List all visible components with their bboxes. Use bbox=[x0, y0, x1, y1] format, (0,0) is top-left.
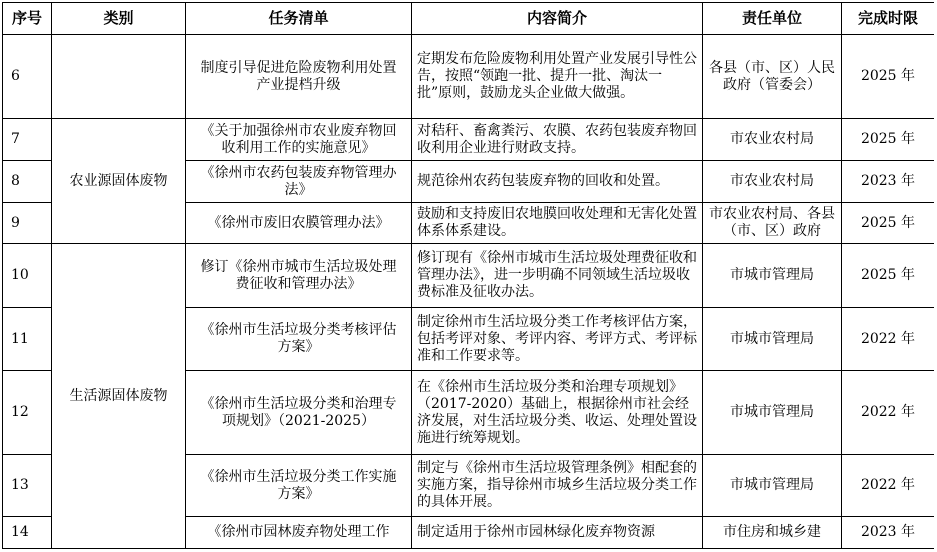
row-year: 2022 年 bbox=[842, 308, 935, 371]
row-unit: 市城市管理局 bbox=[703, 371, 842, 455]
row-category bbox=[52, 35, 186, 119]
row-year: 2023 年 bbox=[842, 517, 935, 549]
row-unit: 市农业农村局、各县（市、区）政府 bbox=[703, 203, 842, 244]
table-row bbox=[3, 119, 935, 161]
row-no: 11 bbox=[3, 308, 52, 371]
row-no: 13 bbox=[3, 455, 52, 517]
row-desc: 制定徐州市生活垃圾分类工作考核评估方案，包括考评对象、考评内容、考评方式、考评标准和工作要求等。 bbox=[412, 308, 703, 371]
row-task: 《徐州市废旧农膜管理办法》 bbox=[186, 203, 412, 244]
header-year: 完成时限 bbox=[842, 3, 935, 35]
document-page bbox=[2, 2, 934, 552]
row-year: 2022 年 bbox=[842, 455, 935, 517]
row-unit: 各县（市、区）人民政府（管委会） bbox=[703, 35, 842, 119]
row-no: 7 bbox=[3, 119, 52, 161]
row-task: 《徐州市生活垃圾分类工作实施方案》 bbox=[186, 455, 412, 517]
row-no: 6 bbox=[3, 35, 52, 119]
task-table bbox=[2, 2, 934, 549]
row-unit: 市住房和城乡建 bbox=[703, 517, 842, 549]
header-no: 序号 bbox=[3, 3, 52, 35]
table-row bbox=[3, 35, 935, 119]
row-desc: 鼓励和支持废旧农地膜回收处理和无害化处置体系体系建设。 bbox=[412, 203, 703, 244]
row-year: 2022 年 bbox=[842, 371, 935, 455]
row-year: 2025 年 bbox=[842, 35, 935, 119]
row-task: 《徐州市生活垃圾分类考核评估方案》 bbox=[186, 308, 412, 371]
row-task: 《徐州市生活垃圾分类和治理专项规划》（2021-2025） bbox=[186, 371, 412, 455]
header-row bbox=[3, 3, 935, 35]
row-unit: 市农业农村局 bbox=[703, 161, 842, 203]
header-task: 任务清单 bbox=[186, 3, 412, 35]
row-desc: 规范徐州农药包装废弃物的回收和处置。 bbox=[412, 161, 703, 203]
row-desc: 定期发布危险废物利用处置产业发展引导性公告，按照“领跑一批、提升一批、淘汰一批”原则，鼓励龙头企业做大做强。 bbox=[412, 35, 703, 119]
row-no: 8 bbox=[3, 161, 52, 203]
header-unit: 责任单位 bbox=[703, 3, 842, 35]
row-desc: 在《徐州市生活垃圾分类和治理专项规划》（2017-2020）基础上，根据徐州市社会经济发展，对生活垃圾分类、收运、处理处置设施进行统筹规划。 bbox=[412, 371, 703, 455]
header-category: 类别 bbox=[52, 3, 186, 35]
row-task: 《关于加强徐州市农业废弃物回收利用工作的实施意见》 bbox=[186, 119, 412, 161]
row-unit: 市城市管理局 bbox=[703, 455, 842, 517]
row-desc: 制定与《徐州市生活垃圾管理条例》相配套的实施方案，指导徐州市城乡生活垃圾分类工作的具体开展。 bbox=[412, 455, 703, 517]
header-desc: 内容简介 bbox=[412, 3, 703, 35]
row-unit: 市城市管理局 bbox=[703, 308, 842, 371]
row-no: 9 bbox=[3, 203, 52, 244]
row-year: 2023 年 bbox=[842, 161, 935, 203]
row-category: 农业源固体废物 bbox=[52, 119, 186, 244]
row-year: 2025 年 bbox=[842, 244, 935, 308]
row-no: 14 bbox=[3, 517, 52, 549]
row-unit: 市城市管理局 bbox=[703, 244, 842, 308]
row-task: 制度引导促进危险废物利用处置产业提档升级 bbox=[186, 35, 412, 119]
table-row bbox=[3, 244, 935, 308]
row-task: 《徐州市农药包装废弃物管理办法》 bbox=[186, 161, 412, 203]
row-no: 12 bbox=[3, 371, 52, 455]
row-unit: 市农业农村局 bbox=[703, 119, 842, 161]
row-year: 2025 年 bbox=[842, 203, 935, 244]
row-year: 2025 年 bbox=[842, 119, 935, 161]
row-desc: 制定适用于徐州市园林绿化废弃物资源 bbox=[412, 517, 703, 549]
row-desc: 对秸秆、畜禽粪污、农膜、农药包装废弃物回收利用企业进行财政支持。 bbox=[412, 119, 703, 161]
row-task: 《徐州市园林废弃物处理工作 bbox=[186, 517, 412, 549]
row-category: 生活源固体废物 bbox=[52, 244, 186, 549]
row-desc: 修订现有《徐州市城市生活垃圾处理费征收和管理办法》，进一步明确不同领域生活垃圾收费标准及征收办法。 bbox=[412, 244, 703, 308]
row-task: 修订《徐州市城市生活垃圾处理费征收和管理办法》 bbox=[186, 244, 412, 308]
row-no: 10 bbox=[3, 244, 52, 308]
